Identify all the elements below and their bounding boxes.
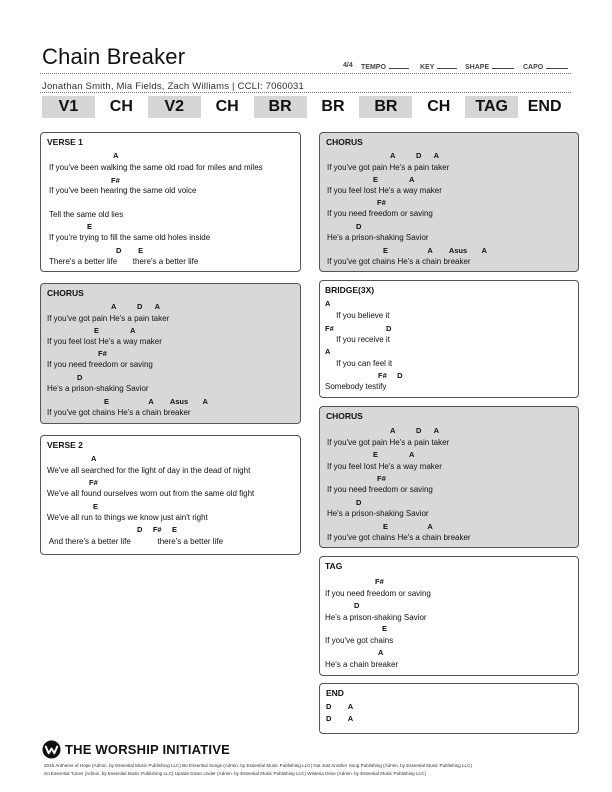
time-signature: 4/4 <box>343 62 353 69</box>
lyric-line: We've all found ourselves worn out from the same old fight <box>47 489 255 498</box>
lyric-line: If you've got chains He's a chain breaker <box>327 533 471 542</box>
roadmap-item: CH <box>427 98 451 115</box>
lyric-line: If you need freedom or saving <box>327 209 433 218</box>
chord-line: E <box>93 502 99 511</box>
shape-label: SHAPE <box>465 64 490 71</box>
lyric-line: If you receive it <box>325 335 390 344</box>
lyric-line: If you've got chains <box>325 636 394 645</box>
divider-top <box>40 73 571 74</box>
brand-logo <box>42 740 230 759</box>
chord-line: D <box>77 373 83 382</box>
chord-line: E A Asus A <box>104 397 208 406</box>
section-title: CHORUS <box>326 137 363 147</box>
chord-line: D A <box>326 714 354 723</box>
chord-line: D <box>354 601 360 610</box>
chord-line: E A <box>383 522 433 531</box>
authors-line: Jonathan Smith, Mia Fields, Zach Williams | CCLI: 7060031 <box>42 81 305 92</box>
lyric-line: He's a prison-shaking Savior <box>47 384 149 393</box>
section-title: BRIDGE(3X) <box>325 285 375 295</box>
verse-2-section <box>40 435 301 555</box>
chord-line: F# <box>325 324 334 333</box>
lyric-line: And there's a better life there's a better life <box>47 537 224 546</box>
divider-bottom <box>40 92 571 93</box>
tempo-label: TEMPO <box>361 64 386 71</box>
lyric-line: If you feel lost He's a way maker <box>47 337 162 346</box>
section-title: VERSE 1 <box>47 137 83 147</box>
tempo-field <box>361 62 409 71</box>
key-field <box>420 62 457 71</box>
lyric-line: If you've been hearing the same old voice <box>49 186 197 195</box>
bridge-section <box>319 280 579 398</box>
song-roadmap <box>42 96 571 118</box>
lyric-line: If you need freedom or saving <box>47 360 153 369</box>
lyric-line: If you feel lost He's a way maker <box>327 462 442 471</box>
chord-line: F# <box>98 349 107 358</box>
lyric-line: If you've got pain He's a pain taker <box>47 314 170 323</box>
section-title: CHORUS <box>47 288 84 298</box>
lyric-line: If you've got pain He's a pain taker <box>327 163 450 172</box>
chord-line: D E <box>116 246 144 255</box>
end-section <box>319 683 579 734</box>
chorus-3-section <box>319 406 579 548</box>
lyric-line: If you've got chains He's a chain breaker <box>47 408 191 417</box>
chord-line: D A <box>326 702 354 711</box>
chord-line: E <box>87 222 93 231</box>
chord-line: D <box>356 222 362 231</box>
lyric-line: Somebody testify <box>325 382 387 391</box>
lyric-line: If you've been walking the same old road for miles and miles <box>49 163 263 172</box>
chord-line: D <box>386 324 392 333</box>
verse-1-section <box>40 132 301 272</box>
chord-line: E A Asus A <box>383 246 487 255</box>
lyric-line: Tell the same old lies <box>49 210 124 219</box>
chord-line: F# <box>377 198 386 207</box>
brand-name: THE WORSHIP INITIATIVE <box>65 742 230 757</box>
chord-line: A D A <box>111 302 161 311</box>
chord-line: F# D <box>378 371 403 380</box>
tag-section <box>319 556 579 676</box>
chord-line: A D A <box>390 151 440 160</box>
copyright-line: So Essential Tunes (Admin. by Essential Music Publishing LLC) Upside Down Under (Admin. by Essential Music Publishing LLC) Wisteria Drive (Admin. by Essential Music Publishing LLC) <box>44 770 426 776</box>
lyric-line: If you can feel it <box>325 359 393 368</box>
roadmap-item: END <box>527 98 562 115</box>
roadmap-item: CH <box>215 98 239 115</box>
lyric-line: We've all searched for the light of day in the dead of night <box>47 466 251 475</box>
lyric-line: He's a prison-shaking Savior <box>327 509 429 518</box>
lyric-line: If you feel lost He's a way maker <box>327 186 442 195</box>
chord-line: F# <box>111 176 120 185</box>
lyric-line: If you're trying to fill the same old holes inside <box>49 233 211 242</box>
song-title: Chain Breaker <box>42 44 186 69</box>
chord-line: E A <box>373 450 415 459</box>
section-title: TAG <box>325 561 343 571</box>
chord-line: D <box>356 498 362 507</box>
chord-line: A <box>113 151 119 160</box>
chord-line: E A <box>373 175 415 184</box>
roadmap-item: CH <box>109 98 133 115</box>
lyric-line: There's a better life there's a better life <box>49 257 199 266</box>
section-title: END <box>326 688 344 698</box>
shape-field <box>465 62 514 71</box>
roadmap-item: V2 <box>148 96 201 118</box>
lyric-line: If you've got chains He's a chain breaker <box>327 257 471 266</box>
chord-line: F# <box>89 478 98 487</box>
section-title: CHORUS <box>326 411 363 421</box>
chord-line: A D A <box>390 426 440 435</box>
chord-line: A <box>378 648 384 657</box>
lyric-line: If you need freedom or saving <box>325 589 431 598</box>
chord-line: E A <box>94 326 136 335</box>
lyric-line: If you believe it <box>325 311 390 320</box>
lyric-line: If you've got pain He's a pain taker <box>327 438 450 447</box>
key-label: KEY <box>420 64 435 71</box>
chord-line: A <box>91 454 97 463</box>
chord-line: F# <box>377 474 386 483</box>
roadmap-item: V1 <box>42 96 95 118</box>
lyric-line: He's a chain breaker <box>325 660 399 669</box>
lyric-line: He's a prison-shaking Savior <box>325 613 427 622</box>
capo-label: CAPO <box>523 64 544 71</box>
section-title: VERSE 2 <box>47 440 83 450</box>
lyric-line: He's a prison-shaking Savior <box>327 233 429 242</box>
roadmap-item: BR <box>321 98 345 115</box>
lyric-line: If you need freedom or saving <box>327 485 433 494</box>
roadmap-item: BR <box>359 96 412 118</box>
capo-field <box>523 62 568 71</box>
copyright-line: 2045 Anthems of Hope (Admin. by Essential Music Publishing LLC) Be Essential Songs (Admin. by Essential Music Publishing LLC) Not Just Another Song Publishing (Admin. by Essential Music Publishing LLC) <box>44 763 472 768</box>
lyric-line: We've all run to things we know just ain't right <box>47 513 208 522</box>
chord-line: D F# E <box>137 525 178 534</box>
chorus-1-section <box>40 283 301 424</box>
chord-line: E <box>382 624 388 633</box>
copyright-notice <box>44 762 610 777</box>
chord-line: A <box>325 299 331 308</box>
roadmap-item: BR <box>254 96 307 118</box>
roadmap-item: TAG <box>465 96 518 118</box>
chord-line: F# <box>375 577 384 586</box>
chorus-2-section <box>319 132 579 272</box>
chord-line: A <box>325 347 331 356</box>
worship-initiative-icon <box>42 740 61 759</box>
